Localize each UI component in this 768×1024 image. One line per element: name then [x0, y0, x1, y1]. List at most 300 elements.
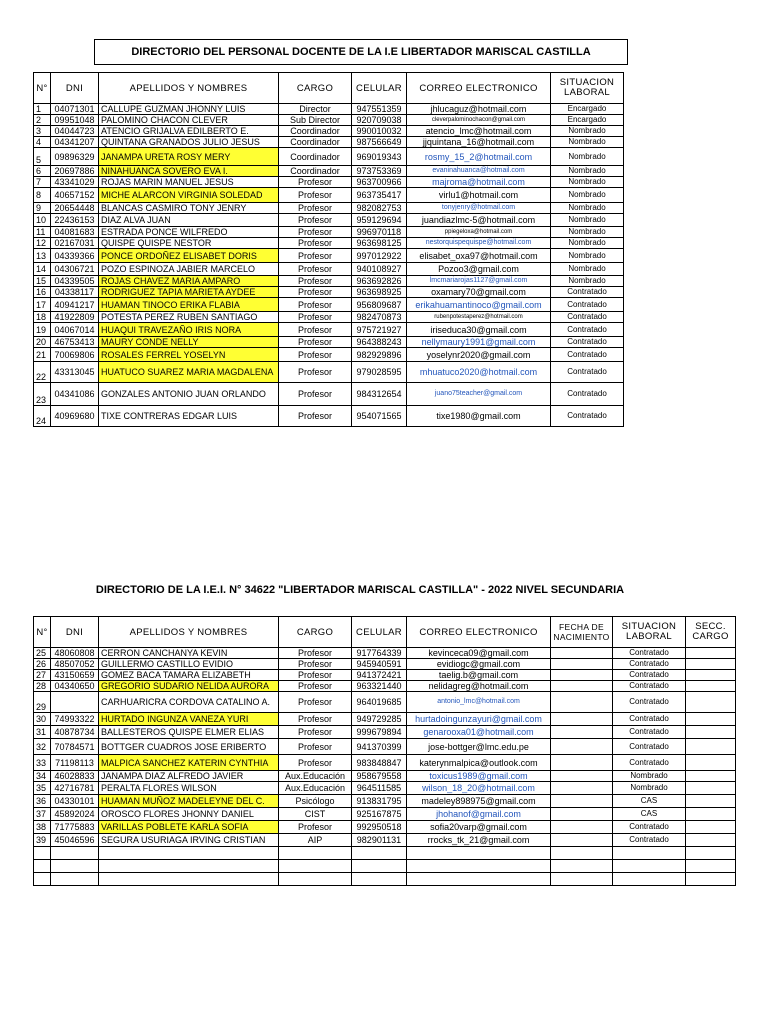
name-cell: HURTADO INGUNZA VANEZA YURI: [99, 713, 279, 726]
row-number: 3: [34, 126, 51, 137]
cargo-cell: Profesor: [279, 659, 352, 670]
dni-cell: 20697886: [51, 166, 99, 177]
situacion-cell: Encargado: [551, 104, 624, 115]
situacion-cell: Nombrado: [551, 148, 624, 166]
name-cell: QUINTANA GRANADOS JULIO JESUS: [99, 137, 279, 148]
email-cell: madeley898975@gmail.com: [407, 795, 551, 808]
row-number: 23: [34, 383, 51, 406]
name-cell: MICHE ALARCON VIRGINIA SOLEDAD: [99, 188, 279, 203]
dni-cell: 02167031: [51, 238, 99, 249]
dni-cell: 48060808: [51, 648, 99, 659]
empty-cell: [34, 860, 51, 873]
secc-cargo-cell: [686, 713, 736, 726]
situacion-cell: Contratado: [613, 821, 686, 834]
name-cell: PONCE ORDOÑEZ ELISABET DORIS: [99, 249, 279, 263]
row-number: 7: [34, 177, 51, 188]
table-row: [34, 227, 624, 238]
situacion-cell: Encargado: [551, 115, 624, 126]
situacion-cell: Contratado: [613, 755, 686, 771]
table-row: [34, 148, 624, 166]
dni-cell: 04341086: [51, 383, 99, 406]
name-cell: DIAZ ALVA JUAN: [99, 214, 279, 227]
email-cell: taelig.b@gmail.com: [407, 670, 551, 681]
row-number: 9: [34, 203, 51, 214]
col-header-number: N°: [34, 617, 51, 648]
dni-cell: 40969680: [51, 406, 99, 427]
name-cell: HUAQUI TRAVEZAÑO IRIS NORA: [99, 323, 279, 337]
name-cell: MALPICA SANCHEZ KATERIN CYNTHIA: [99, 755, 279, 771]
name-cell: JANAMPA DIAZ ALFREDO JAVIER: [99, 771, 279, 782]
situacion-cell: Contratado: [551, 406, 624, 427]
table-row: [34, 739, 736, 755]
situacion-cell: Contratado: [613, 648, 686, 659]
table-row: [34, 782, 736, 795]
col-header-secc-cargo: SECC. CARGO: [686, 617, 736, 648]
secc-cargo-cell: [686, 782, 736, 795]
empty-cell: [51, 860, 99, 873]
cargo-cell: Profesor: [279, 276, 352, 287]
name-cell: GUILLERMO CASTILLO EVIDIO: [99, 659, 279, 670]
empty-cell: [279, 873, 352, 886]
table-row: [34, 713, 736, 726]
col-header-dni: DNI: [51, 73, 99, 104]
table-row: [34, 873, 736, 886]
cargo-cell: Profesor: [279, 188, 352, 203]
situacion-cell: Nombrado: [551, 166, 624, 177]
situacion-cell: Contratado: [613, 659, 686, 670]
cargo-cell: Profesor: [279, 383, 352, 406]
celular-cell: 956809687: [352, 298, 407, 312]
empty-cell: [352, 847, 407, 860]
cargo-cell: Sub Director: [279, 115, 352, 126]
empty-cell: [551, 873, 613, 886]
col-header-situacion: SITUACION LABORAL: [551, 73, 624, 104]
empty-cell: [34, 847, 51, 860]
cargo-cell: Profesor: [279, 238, 352, 249]
empty-cell: [352, 860, 407, 873]
row-number: 2: [34, 115, 51, 126]
cargo-cell: Profesor: [279, 203, 352, 214]
email-cell: wilson_18_20@hotmail.com: [407, 782, 551, 795]
email-cell: evaninahuanca@hotmail.com: [407, 166, 551, 177]
table-row: [34, 166, 624, 177]
situacion-cell: Nombrado: [613, 771, 686, 782]
dni-cell: 40941217: [51, 298, 99, 312]
col-header-celular: CELULAR: [352, 73, 407, 104]
cargo-cell: Profesor: [279, 670, 352, 681]
empty-cell: [551, 847, 613, 860]
dni-cell: 04067014: [51, 323, 99, 337]
cargo-cell: Profesor: [279, 287, 352, 298]
name-cell: BOTTGER CUADROS JOSE ERIBERTO: [99, 739, 279, 755]
email-cell: tixe1980@gmail.com: [407, 406, 551, 427]
dni-cell: 22436153: [51, 214, 99, 227]
situacion-cell: Nombrado: [551, 214, 624, 227]
email-cell: hurtadoingunzayuri@gmail.com: [407, 713, 551, 726]
situacion-cell: Contratado: [551, 312, 624, 323]
dni-cell: 20654448: [51, 203, 99, 214]
secc-cargo-cell: [686, 755, 736, 771]
celular-cell: 920709038: [352, 115, 407, 126]
celular-cell: 959129694: [352, 214, 407, 227]
cargo-cell: AIP: [279, 834, 352, 847]
name-cell: ESTRADA PONCE WILFREDO: [99, 227, 279, 238]
dni-cell: 04081683: [51, 227, 99, 238]
dni-cell: 45046596: [51, 834, 99, 847]
name-cell: TIXE CONTRERAS EDGAR LUIS: [99, 406, 279, 427]
col-header-celular: CELULAR: [352, 617, 407, 648]
dni-cell: 46028833: [51, 771, 99, 782]
situacion-cell: CAS: [613, 795, 686, 808]
cargo-cell: Profesor: [279, 726, 352, 739]
secc-cargo-cell: [686, 739, 736, 755]
dni-cell: 09951048: [51, 115, 99, 126]
row-number: 11: [34, 227, 51, 238]
birthdate-cell: [551, 771, 613, 782]
cargo-cell: Profesor: [279, 249, 352, 263]
row-number: 25: [34, 648, 51, 659]
table-row: [34, 383, 624, 406]
table-row: [34, 659, 736, 670]
teachers-table-1: [33, 72, 624, 427]
celular-cell: 963692826: [352, 276, 407, 287]
row-number: 1: [34, 104, 51, 115]
row-number: 33: [34, 755, 51, 771]
empty-cell: [99, 873, 279, 886]
col-header-number: N°: [34, 73, 51, 104]
situacion-cell: Nombrado: [551, 276, 624, 287]
email-cell: antonio_lmc@hotmail.com: [407, 692, 551, 713]
birthdate-cell: [551, 648, 613, 659]
cargo-cell: Profesor: [279, 214, 352, 227]
cargo-cell: Profesor: [279, 263, 352, 276]
dni-cell: 40878734: [51, 726, 99, 739]
col-header-email: CORREO ELECTRONICO: [407, 617, 551, 648]
birthdate-cell: [551, 670, 613, 681]
table-row: [34, 348, 624, 362]
row-number: 12: [34, 238, 51, 249]
name-cell: HUAMAN TINOCO ERIKA FLABIA: [99, 298, 279, 312]
empty-cell: [613, 847, 686, 860]
celular-cell: 964019685: [352, 692, 407, 713]
email-cell: evidiogc@gmail.com: [407, 659, 551, 670]
cargo-cell: Psicólogo: [279, 795, 352, 808]
email-cell: iriseduca30@gmail.com: [407, 323, 551, 337]
situacion-cell: Contratado: [551, 362, 624, 383]
celular-cell: 963321440: [352, 681, 407, 692]
row-number: 10: [34, 214, 51, 227]
email-cell: cleverpalominochacon@gmail.com: [407, 115, 551, 126]
name-cell: VARILLAS POBLETE KARLA SOFIA: [99, 821, 279, 834]
birthdate-cell: [551, 692, 613, 713]
situacion-cell: Nombrado: [551, 238, 624, 249]
secc-cargo-cell: [686, 726, 736, 739]
cargo-cell: Profesor: [279, 406, 352, 427]
dni-cell: 04330101: [51, 795, 99, 808]
name-cell: PERALTA FLORES WILSON: [99, 782, 279, 795]
birthdate-cell: [551, 808, 613, 821]
table-row: [34, 406, 624, 427]
situacion-cell: Nombrado: [551, 203, 624, 214]
dni-cell: 74993322: [51, 713, 99, 726]
email-cell: juano75teacher@gmail.com: [407, 383, 551, 406]
email-cell: tonyjenry@hotmail.com: [407, 203, 551, 214]
cargo-cell: Aux.Educación: [279, 771, 352, 782]
table-row: [34, 126, 624, 137]
directory-title-1: DIRECTORIO DEL PERSONAL DOCENTE DE LA I.E LIBERTADOR MARISCAL CASTILLA: [94, 39, 628, 65]
dni-cell: 70069806: [51, 348, 99, 362]
table-row: [34, 834, 736, 847]
situacion-cell: Nombrado: [551, 177, 624, 188]
celular-cell: 979028595: [352, 362, 407, 383]
birthdate-cell: [551, 821, 613, 834]
situacion-cell: Contratado: [551, 298, 624, 312]
secc-cargo-cell: [686, 670, 736, 681]
dni-cell: [51, 692, 99, 713]
name-cell: RODRIGUEZ TAPIA MARIETA AYDEE: [99, 287, 279, 298]
email-cell: mhuatuco2020@hotmail.com: [407, 362, 551, 383]
email-cell: yoselynr2020@gmail.com: [407, 348, 551, 362]
cargo-cell: Aux.Educación: [279, 782, 352, 795]
col-header-dni: DNI: [51, 617, 99, 648]
dni-cell: 04339366: [51, 249, 99, 263]
empty-cell: [51, 847, 99, 860]
celular-cell: 975721927: [352, 323, 407, 337]
email-cell: nellymaury1991@gmail.com: [407, 337, 551, 348]
cargo-cell: Profesor: [279, 298, 352, 312]
cargo-cell: Profesor: [279, 337, 352, 348]
birthdate-cell: [551, 726, 613, 739]
email-cell: rrocks_tk_21@gmail.com: [407, 834, 551, 847]
row-number: 36: [34, 795, 51, 808]
birthdate-cell: [551, 739, 613, 755]
situacion-cell: Nombrado: [613, 782, 686, 795]
situacion-cell: Nombrado: [551, 263, 624, 276]
empty-cell: [407, 860, 551, 873]
dni-cell: 48507052: [51, 659, 99, 670]
col-header-name: APELLIDOS Y NOMBRES: [99, 73, 279, 104]
email-cell: sofia20varp@gmail.com: [407, 821, 551, 834]
table-row: [34, 337, 624, 348]
celular-cell: 958679558: [352, 771, 407, 782]
col-header-email: CORREO ELECTRONICO: [407, 73, 551, 104]
situacion-cell: Nombrado: [551, 227, 624, 238]
email-cell: nestorquispequispe@hotmail.com: [407, 238, 551, 249]
situacion-cell: Contratado: [551, 287, 624, 298]
teachers-table-2: [33, 616, 736, 886]
table-row: [34, 177, 624, 188]
email-cell: kevinceca09@gmail.com: [407, 648, 551, 659]
name-cell: QUISPE QUISPE NESTOR: [99, 238, 279, 249]
birthdate-cell: [551, 834, 613, 847]
table-row: [34, 276, 624, 287]
empty-cell: [99, 860, 279, 873]
celular-cell: 949729285: [352, 713, 407, 726]
empty-cell: [279, 860, 352, 873]
dni-cell: 71775883: [51, 821, 99, 834]
secc-cargo-cell: [686, 795, 736, 808]
email-cell: nelidagreg@hotmail.com: [407, 681, 551, 692]
email-cell: majroma@hotmail.com: [407, 177, 551, 188]
name-cell: PALOMINO CHACON CLEVER: [99, 115, 279, 126]
empty-cell: [51, 873, 99, 886]
celular-cell: 963700966: [352, 177, 407, 188]
email-cell: juandiazlmc-5@hotmail.com: [407, 214, 551, 227]
row-number: 32: [34, 739, 51, 755]
empty-cell: [407, 873, 551, 886]
table-row: [34, 808, 736, 821]
cargo-cell: Director: [279, 104, 352, 115]
dni-cell: 04338117: [51, 287, 99, 298]
celular-cell: 954071565: [352, 406, 407, 427]
row-number: 30: [34, 713, 51, 726]
cargo-cell: Profesor: [279, 227, 352, 238]
situacion-cell: Contratado: [613, 670, 686, 681]
situacion-cell: Nombrado: [551, 188, 624, 203]
row-number: 31: [34, 726, 51, 739]
celular-cell: 982470873: [352, 312, 407, 323]
col-header-cargo: CARGO: [279, 73, 352, 104]
celular-cell: 941372421: [352, 670, 407, 681]
dni-cell: 41922809: [51, 312, 99, 323]
secc-cargo-cell: [686, 834, 736, 847]
celular-cell: 987566649: [352, 137, 407, 148]
celular-cell: 964511585: [352, 782, 407, 795]
col-header-situacion: SITUACION LABORAL: [613, 617, 686, 648]
table-row: [34, 323, 624, 337]
name-cell: ATENCIO GRIJALVA EDILBERTO E.: [99, 126, 279, 137]
table-row: [34, 670, 736, 681]
secc-cargo-cell: [686, 659, 736, 670]
row-number: 15: [34, 276, 51, 287]
table-row: [34, 298, 624, 312]
dni-cell: 70784571: [51, 739, 99, 755]
cargo-cell: Coordinador: [279, 148, 352, 166]
dni-cell: 04339505: [51, 276, 99, 287]
name-cell: HUATUCO SUAREZ MARIA MAGDALENA: [99, 362, 279, 383]
row-number: 29: [34, 692, 51, 713]
email-cell: rosmy_15_2@hotmail.com: [407, 148, 551, 166]
name-cell: POZO ESPINOZA JABIER MARCELO: [99, 263, 279, 276]
dni-cell: 71198113: [51, 755, 99, 771]
row-number: 37: [34, 808, 51, 821]
birthdate-cell: [551, 795, 613, 808]
empty-cell: [613, 873, 686, 886]
row-number: 6: [34, 166, 51, 177]
celular-cell: 982901131: [352, 834, 407, 847]
email-cell: ppiegeloxa@hotmail.com: [407, 227, 551, 238]
secc-cargo-cell: [686, 681, 736, 692]
cargo-cell: Profesor: [279, 692, 352, 713]
cargo-cell: Profesor: [279, 755, 352, 771]
table-row: [34, 137, 624, 148]
table-row: [34, 214, 624, 227]
row-number: 22: [34, 362, 51, 383]
table-row: [34, 249, 624, 263]
empty-cell: [686, 847, 736, 860]
dni-cell: 04341207: [51, 137, 99, 148]
celular-cell: 982082753: [352, 203, 407, 214]
row-number: 34: [34, 771, 51, 782]
row-number: 24: [34, 406, 51, 427]
dni-cell: 43150659: [51, 670, 99, 681]
celular-cell: 999679894: [352, 726, 407, 739]
celular-cell: 982929896: [352, 348, 407, 362]
table-row: [34, 681, 736, 692]
celular-cell: 996970118: [352, 227, 407, 238]
situacion-cell: Nombrado: [551, 126, 624, 137]
name-cell: GOMEZ BACA TAMARA ELIZABETH: [99, 670, 279, 681]
dni-cell: 45892024: [51, 808, 99, 821]
dni-cell: 09896329: [51, 148, 99, 166]
cargo-cell: Profesor: [279, 739, 352, 755]
birthdate-cell: [551, 659, 613, 670]
cargo-cell: Profesor: [279, 362, 352, 383]
email-cell: genarooxa01@hotmail.com: [407, 726, 551, 739]
name-cell: ROSALES FERREL YOSELYN: [99, 348, 279, 362]
situacion-cell: Contratado: [613, 834, 686, 847]
celular-cell: 969019343: [352, 148, 407, 166]
row-number: 21: [34, 348, 51, 362]
name-cell: CARHUARICRA CORDOVA CATALINO A.: [99, 692, 279, 713]
cargo-cell: Profesor: [279, 312, 352, 323]
row-number: 16: [34, 287, 51, 298]
dni-cell: 43341029: [51, 177, 99, 188]
celular-cell: 941370399: [352, 739, 407, 755]
row-number: 26: [34, 659, 51, 670]
dni-cell: 40657152: [51, 188, 99, 203]
name-cell: OROSCO FLORES JHONNY DANIEL: [99, 808, 279, 821]
celular-cell: 964388243: [352, 337, 407, 348]
row-number: 38: [34, 821, 51, 834]
dni-cell: 43313045: [51, 362, 99, 383]
empty-cell: [613, 860, 686, 873]
table-row: [34, 726, 736, 739]
celular-cell: 917764339: [352, 648, 407, 659]
situacion-cell: Contratado: [613, 739, 686, 755]
celular-cell: 963698125: [352, 238, 407, 249]
celular-cell: 973753369: [352, 166, 407, 177]
secc-cargo-cell: [686, 648, 736, 659]
name-cell: NINAHUANCA SOVERO EVA I.: [99, 166, 279, 177]
row-number: 13: [34, 249, 51, 263]
celular-cell: 992950518: [352, 821, 407, 834]
name-cell: BALLESTEROS QUISPE ELMER ELIAS: [99, 726, 279, 739]
row-number: 18: [34, 312, 51, 323]
table-row: [34, 312, 624, 323]
celular-cell: 925167875: [352, 808, 407, 821]
table-row: [34, 692, 736, 713]
email-cell: jhohanof@gmail.com: [407, 808, 551, 821]
row-number: 35: [34, 782, 51, 795]
secc-cargo-cell: [686, 692, 736, 713]
table-row: [34, 362, 624, 383]
col-header-cargo: CARGO: [279, 617, 352, 648]
row-number: 4: [34, 137, 51, 148]
name-cell: CERRON CANCHANYA KEVIN: [99, 648, 279, 659]
table-row: [34, 104, 624, 115]
name-cell: ROJAS CHAVEZ MARIA AMPARO: [99, 276, 279, 287]
cargo-cell: Profesor: [279, 348, 352, 362]
table-row: [34, 263, 624, 276]
row-number: 20: [34, 337, 51, 348]
email-cell: atencio_lmc@hotmail.com: [407, 126, 551, 137]
name-cell: POTESTA PEREZ RUBEN SANTIAGO: [99, 312, 279, 323]
table-row: [34, 795, 736, 808]
birthdate-cell: [551, 681, 613, 692]
cargo-cell: Profesor: [279, 821, 352, 834]
table-row: [34, 860, 736, 873]
